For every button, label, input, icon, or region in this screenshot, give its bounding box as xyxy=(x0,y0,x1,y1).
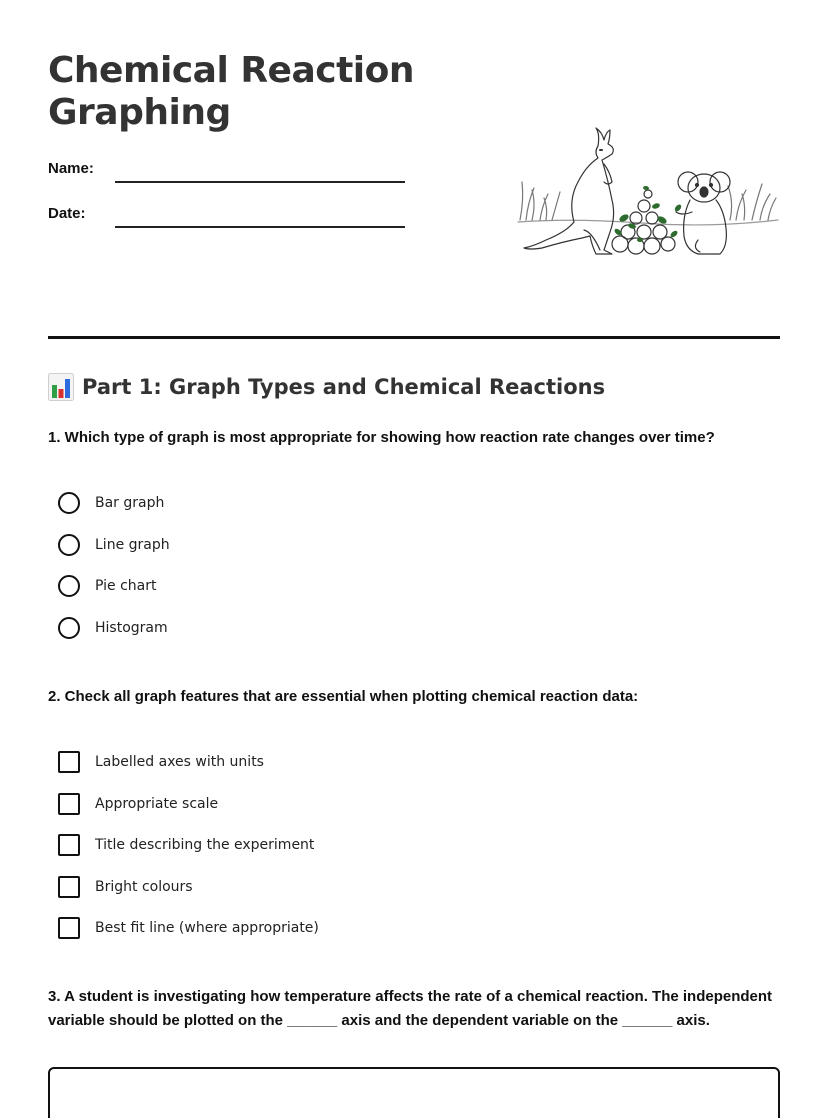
q1-option-histogram[interactable] xyxy=(58,616,168,640)
page-title: Chemical Reaction Graphing xyxy=(48,50,415,133)
part1-heading xyxy=(48,373,605,401)
checkbox[interactable] xyxy=(58,793,80,815)
checkbox[interactable] xyxy=(58,917,80,939)
radio-button[interactable] xyxy=(58,617,80,639)
radio-button[interactable] xyxy=(58,534,80,556)
checkbox[interactable] xyxy=(58,834,80,856)
q1-option-pie-chart[interactable] xyxy=(58,574,156,598)
option-label: Bar graph xyxy=(95,495,165,511)
option-label: Line graph xyxy=(95,537,170,553)
date-field[interactable] xyxy=(115,226,405,228)
q3-answer-textarea[interactable] xyxy=(48,1067,780,1118)
q1-option-bar-graph[interactable] xyxy=(58,491,164,515)
date-label: Date: xyxy=(48,205,86,222)
option-label: Labelled axes with units xyxy=(95,754,264,770)
radio-button[interactable] xyxy=(58,492,80,514)
q2-option-labelled-axes[interactable] xyxy=(58,750,264,774)
part1-heading-text: Part 1: Graph Types and Chemical Reactions xyxy=(82,375,606,399)
kangaroo-koala-illustration xyxy=(512,120,782,270)
question-2: 2. Check all graph features that are essential when plotting chemical reaction data: xyxy=(48,688,639,705)
q2-option-title[interactable] xyxy=(58,833,314,857)
option-label: Bright colours xyxy=(95,879,193,895)
radio-button[interactable] xyxy=(58,575,80,597)
option-label: Histogram xyxy=(95,620,168,636)
checkbox[interactable] xyxy=(58,751,80,773)
bar-chart-icon xyxy=(48,373,74,401)
option-label: Best fit line (where appropriate) xyxy=(95,920,319,936)
option-label: Appropriate scale xyxy=(95,796,219,812)
option-label: Pie chart xyxy=(95,578,157,594)
q1-option-line-graph[interactable] xyxy=(58,533,170,557)
section-divider xyxy=(48,336,780,339)
q2-option-bright-colours[interactable] xyxy=(58,875,193,899)
question-1: 1. Which type of graph is most appropriate for showing how reaction rate changes over time? xyxy=(48,429,715,446)
question-3: 3. A student is investigating how temperature affects the rate of a chemical reaction. The independent variable should be plotted on the ______ axis and the dependent variable on the ______ axis. xyxy=(48,988,773,1029)
checkbox[interactable] xyxy=(58,876,80,898)
q2-option-best-fit-line[interactable] xyxy=(58,916,319,940)
name-label: Name: xyxy=(48,160,94,177)
name-field[interactable] xyxy=(115,181,405,183)
q2-option-appropriate-scale[interactable] xyxy=(58,792,218,816)
option-label: Title describing the experiment xyxy=(95,837,315,853)
